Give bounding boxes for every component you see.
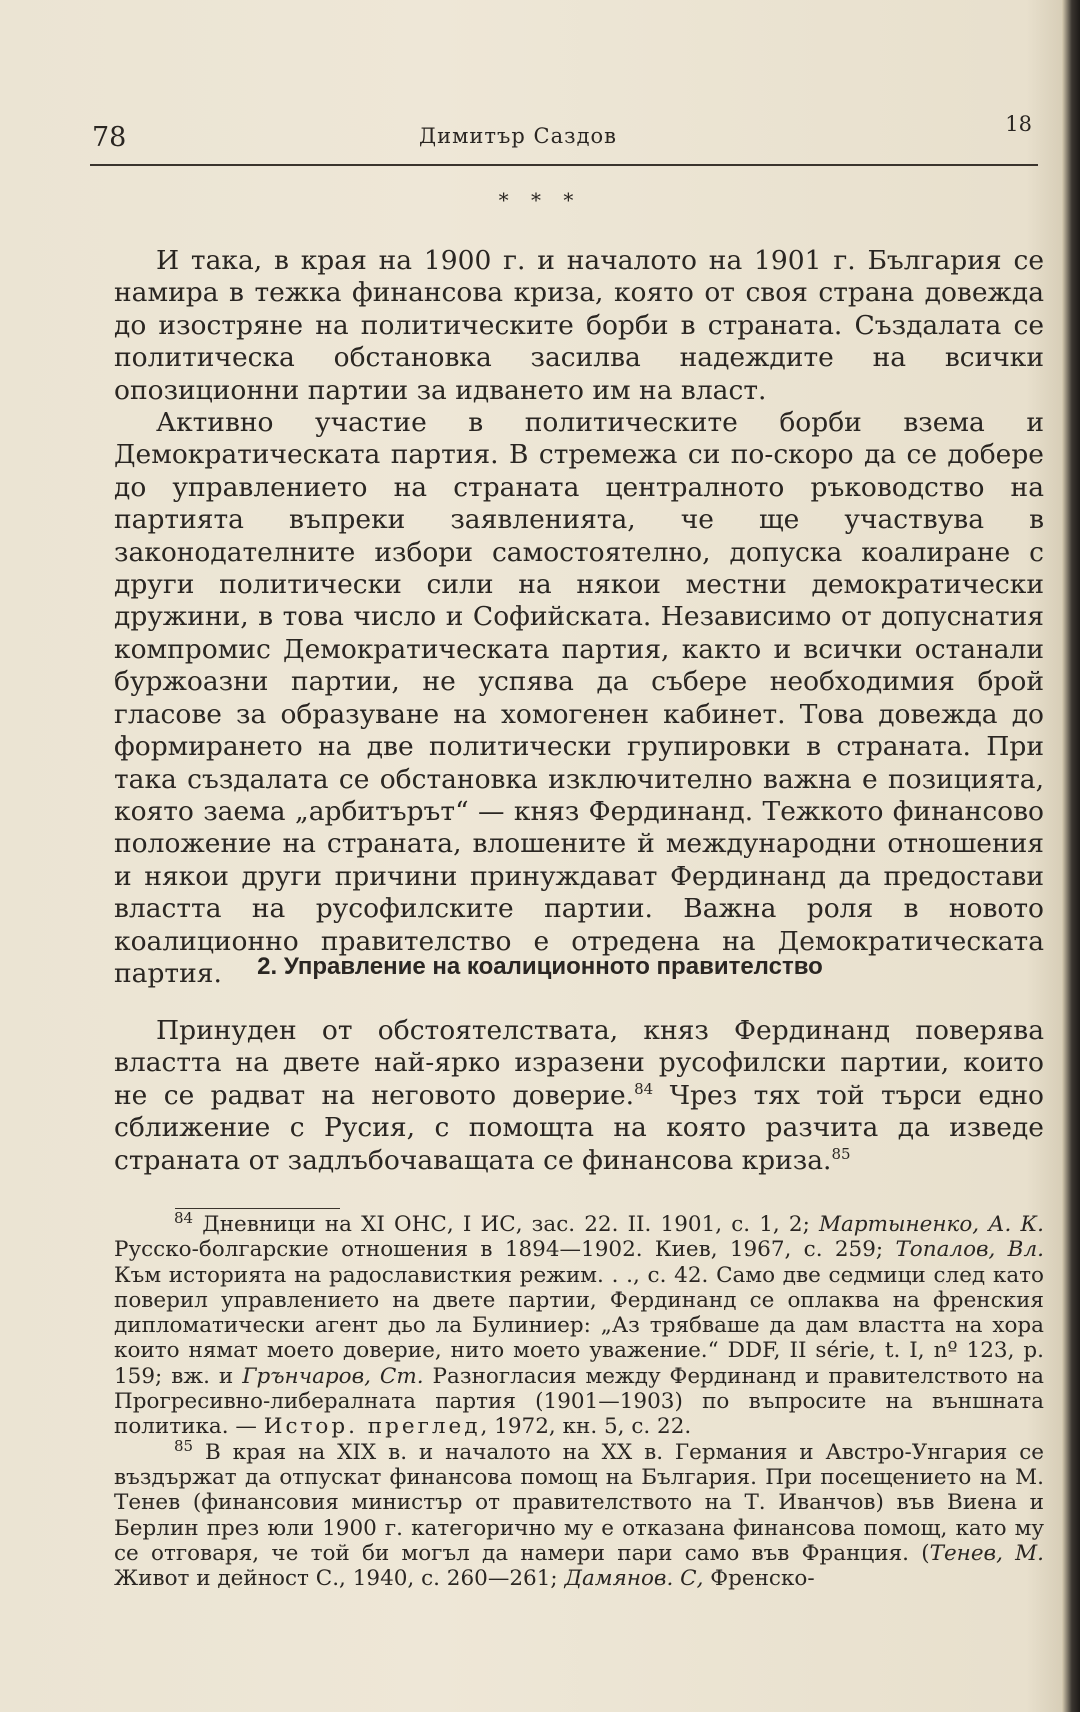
signature-mark: 18 xyxy=(1005,112,1032,136)
footnote-text: Русско-болгарские отношения в 1894—1902. Киев, 1967, с. 259; xyxy=(114,1237,896,1263)
page-number: 78 xyxy=(92,122,127,153)
footnote-text: Разногласия между Фердинанд и правителството на Прогресивно-либералната партия (1901—1903) по въпросите на външната политика. — xyxy=(114,1363,1044,1440)
footnote-text: В края на XIX в. и началото на XX в. Германия и Австро-Унгария се въздържат да отпускат финансова помощ на България. При посещението на М. Тенев (финансовия министър от правителството на Т. Иванчов) във Виена и Берлин през юли 1900 г. категорично му е отказана финансова помощ, като му се отговаря, че той би могъл да намери пари само във Франция. ( xyxy=(114,1439,1044,1566)
section-heading: 2. Управление на коалиционното правителство xyxy=(257,953,823,980)
footnote-text: , 1972, кн. 5, с. 22. xyxy=(480,1414,692,1440)
author-name: Топалов, Вл. xyxy=(895,1237,1044,1263)
footnote-84 xyxy=(114,1208,1045,1440)
footnote-ref-84: 84 xyxy=(634,1079,654,1098)
running-title: Димитър Саздов xyxy=(419,124,617,148)
author-name: Мартыненко, А. К. xyxy=(818,1212,1045,1237)
page-header xyxy=(92,112,1040,160)
body-text-bottom xyxy=(114,1015,1044,1177)
footnote-text: Към историята на радослависткия режим. . ., с. 42. Само две седмици след като поверил управлението на двете партии, Фердинанд се оплаква на френския дипломатически агент дьо ла Булиниер: „Аз трябваше да дам властта на хора които нямат моето доверие, нито моето уважение.“ DDF, II série, t. I, nº 123, p. 159; вж. и xyxy=(114,1262,1044,1389)
header-rule xyxy=(90,164,1038,166)
body-text-top xyxy=(114,245,1044,990)
section-break-asterisks: * * * xyxy=(498,188,582,212)
footnote-number: 84 xyxy=(174,1208,194,1227)
author-name: Дамянов. С, xyxy=(564,1566,704,1592)
paragraph-1: И така, в края на 1900 г. и началото на 1901 г. България се намира в тежка финансова криза, която от своя страна довежда до изостряне на политическите борби в страната. Създалата се политическа обстановка засилва надеждите на всички опозиционни партии за идването им на власт. xyxy=(114,245,1044,406)
journal-title: Истор. преглед xyxy=(263,1414,481,1440)
footnote-number: 85 xyxy=(174,1436,194,1455)
footnote-rule xyxy=(175,1208,340,1209)
author-name: Тенев, М. xyxy=(929,1540,1045,1566)
footnote-text: Живот и дейност С., 1940, с. 260—261; xyxy=(114,1566,565,1592)
paragraph-3-text-b: Чрез тях той търси едно сближение с Русия, с помощта на която разчита да изведе страната от задлъбочаващата се финансова криза. xyxy=(114,1079,1044,1176)
page-edge-shadow xyxy=(1062,0,1080,1712)
footnotes xyxy=(114,1208,1045,1592)
footnote-text: Дневници на XI ОНС, I ИС, зас. 22. II. 1901, с. 1, 2; xyxy=(193,1212,819,1237)
paragraph-3-text-a: Принуден от обстоятелствата, княз Фердинанд поверява властта на двете най-ярко изразени русофилски партии, които не се радват на неговото доверие. xyxy=(114,1015,1044,1111)
footnote-text: Френско- xyxy=(703,1566,815,1592)
footnote-85 xyxy=(114,1436,1045,1592)
paragraph-3 xyxy=(114,1015,1044,1177)
author-name: Грънчаров, Ст. xyxy=(242,1363,424,1389)
paragraph-2: Активно участие в политическите борби взема и Демократическата партия. В стремежа си по-скоро да се добере до управлението на страната централното ръководство на партията въпреки заявленията, че ще участвува в законодателните избори самостоятелно, допуска коалиране с други политически сили на някои местни демократически дружини, в това число и Софийската. Независимо от допуснатия компромис Демократическата партия, както и всички останали буржоазни партии, не успява да събере необходимия брой гласове за образуване на хомогенен кабинет. Това довежда до формирането на две политически групировки в страната. При така създалата се обстановка изключително важна е позицията, която заема „арбитърът“ — княз Фердинанд. Тежкото финансово положение на страната, влошените й международни отношения и някои други причини принуждават Фердинанд да предостави властта на русофилските партии. Важна роля в новото коалиционно правителство е отредена на Демократическата партия. xyxy=(114,407,1044,989)
footnote-ref-85: 85 xyxy=(831,1144,851,1163)
